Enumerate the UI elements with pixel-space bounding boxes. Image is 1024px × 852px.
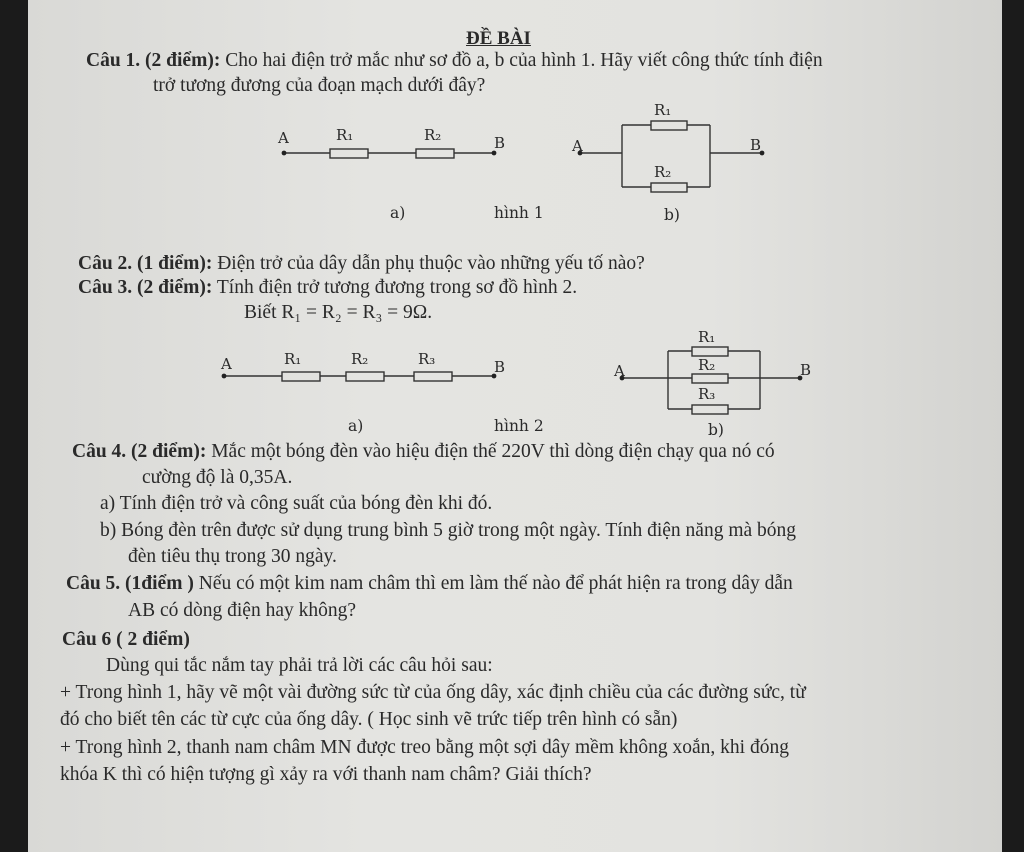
exam-page (28, 0, 1002, 852)
question-5-text-cont: AB có dòng điện hay không? (128, 600, 357, 621)
question-2 (78, 253, 645, 275)
question-3-text: Tính điện trở tương đương trong sơ đồ hình 2. (216, 277, 578, 298)
question-6-label: Câu 6 ( 2 điểm) (62, 629, 190, 650)
question-6-part2: + Trong hình 2, thanh nam châm MN được treo bằng một sợi dây mềm không xoắn, khi đóng (60, 737, 789, 758)
fig1a-label-B: B (494, 134, 506, 152)
fig2b-label-R1: R₁ (698, 328, 716, 346)
question-5-text: Nếu có một kim nam châm thì em làm thế nào để phát hiện ra trong dây dẫn (198, 573, 793, 594)
question-4b-cont: đèn tiêu thụ trong 30 ngày. (128, 546, 337, 567)
fig1a-label-R1: R₁ (336, 126, 354, 144)
question-3 (78, 277, 577, 299)
page-title: ĐỀ BÀI (466, 28, 531, 49)
fig1b-label-A: A (572, 137, 583, 155)
fig1b-label-R1: R₁ (654, 101, 672, 119)
fig2b-label-B: B (800, 361, 812, 379)
question-3-label: Câu 3. (2 điểm): (78, 277, 213, 298)
question-4-label: Câu 4. (2 điểm): (72, 441, 207, 462)
fig2a-sublabel: a) (348, 417, 364, 435)
question-4 (72, 441, 775, 463)
question-6-part2-cont: khóa K thì có hiện tượng gì xảy ra với thanh nam châm? Giải thích? (60, 764, 592, 785)
fig2a-label-A: A (221, 355, 232, 373)
fig2b-label-R3: R₃ (698, 385, 716, 403)
question-1-label: Câu 1. (2 điểm): (86, 50, 221, 71)
question-3-given: Biết R₁ = R₂ = R₃ = 9Ω. (244, 302, 433, 323)
fig2a-label-R2: R₂ (351, 350, 369, 368)
question-1-text-cont: trở tương đương của đoạn mạch dưới đây? (153, 75, 486, 96)
question-2-text: Điện trở của dây dẫn phụ thuộc vào những yếu tố nào? (217, 253, 645, 274)
fig2a-label-R3: R₃ (418, 350, 436, 368)
question-4b: b) Bóng đèn trên được sử dụng trung bình 5 giờ trong một ngày. Tính điện năng mà bóng (100, 520, 797, 541)
fig2-caption: hình 2 (494, 417, 544, 435)
question-4-text-cont: cường độ là 0,35A. (142, 467, 293, 488)
question-6-part1: + Trong hình 1, hãy vẽ một vài đường sức từ của ống dây, xác định chiều của các đường sức, từ (60, 682, 806, 703)
question-4-text: Mắc một bóng đèn vào hiệu điện thế 220V thì dòng điện chạy qua nó có (211, 441, 775, 462)
fig1a-sublabel: a) (390, 204, 406, 222)
fig2a-label-B: B (494, 358, 506, 376)
fig1-caption: hình 1 (494, 204, 544, 222)
question-2-label: Câu 2. (1 điểm): (78, 253, 213, 274)
question-5-label: Câu 5. (1điểm ) (66, 573, 194, 594)
fig1a-label-A: A (278, 129, 289, 147)
question-1-text: Cho hai điện trở mắc như sơ đồ a, b của hình 1. Hãy viết công thức tính điện (225, 50, 823, 71)
fig1b-label-B: B (750, 136, 762, 154)
fig2b-label-R2: R₂ (698, 356, 716, 374)
fig2b-label-A: A (614, 362, 625, 380)
fig2b-sublabel: b) (708, 421, 724, 439)
question-4a: a) Tính điện trở và công suất của bóng đèn khi đó. (100, 493, 493, 514)
question-6-intro: Dùng qui tắc nắm tay phải trả lời các câu hỏi sau: (106, 655, 493, 676)
fig2a-label-R1: R₁ (284, 350, 302, 368)
fig1b-label-R2: R₂ (654, 163, 672, 181)
fig1b-sublabel: b) (664, 206, 680, 224)
question-6-part1-cont: đó cho biết tên các từ cực của ống dây. ( Học sinh vẽ trức tiếp trên hình có sẵn) (60, 709, 678, 730)
fig1a-label-R2: R₂ (424, 126, 442, 144)
question-5 (66, 573, 793, 595)
